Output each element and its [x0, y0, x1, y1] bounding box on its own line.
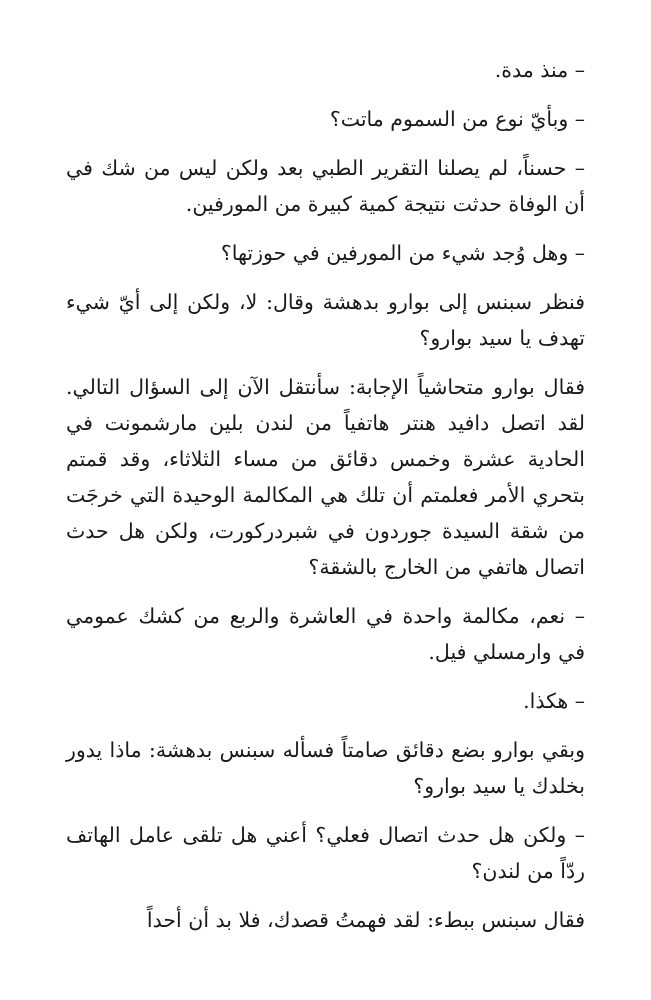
- narration-paragraph-6: فقال بوارو متحاشياً الإجابة: سأنتقل الآن إلى السؤال التالي. لقد اتصل دافيد هنتر هاتفياً من لندن بلين مارشمونت في الحادية عشرة وخمس دقائق من مساء الثلاثاء، وقد قمتم بتحري الأمر فعلمتم أن تلك هي المكالمة الوحيدة التي خرجَت من شقة السيدة جوردون في شبردركورت، ولكن هل حدث اتصال هاتفي من الخارج بالشقة؟: [66, 375, 585, 579]
- dialogue-paragraph-2: – وبأيّ نوع من السموم ماتت؟: [329, 107, 585, 131]
- dialogue-paragraph-7: – نعم، مكالمة واحدة في العاشرة والربع من كشك عمومي في وارمسلي فيل.: [66, 604, 585, 664]
- dialogue-paragraph-1: – منذ مدة.: [494, 58, 585, 82]
- book-page: [66, 52, 585, 951]
- narration-paragraph-9: وبقي بوارو بضع دقائق صامتاً فسأله سبنس بدهشة: ماذا يدور بخلدك يا سيد بوارو؟: [66, 738, 585, 798]
- dialogue-paragraph-4: – وهل وُجد شيء من المورفين في حوزتها؟: [220, 241, 585, 265]
- dialogue-paragraph-3: – حسناً، لم يصلنا التقرير الطبي بعد ولكن ليس من شك في أن الوفاة حدثت نتيجة كمية كبيرة من المورفين.: [66, 156, 585, 216]
- narration-paragraph-5: فنظر سبنس إلى بوارو بدهشة وقال: لا، ولكن إلى أيّ شيء تهدف يا سيد بوارو؟: [66, 290, 585, 350]
- dialogue-paragraph-8: – هكذا.: [523, 689, 585, 713]
- narration-paragraph-11: فقال سبنس ببطء: لقد فهمتُ قصدك، فلا بد أن أحداً: [146, 908, 585, 932]
- dialogue-paragraph-10: – ولكن هل حدث اتصال فعلي؟ أعني هل تلقى عامل الهاتف ردّاً من لندن؟: [66, 823, 585, 883]
